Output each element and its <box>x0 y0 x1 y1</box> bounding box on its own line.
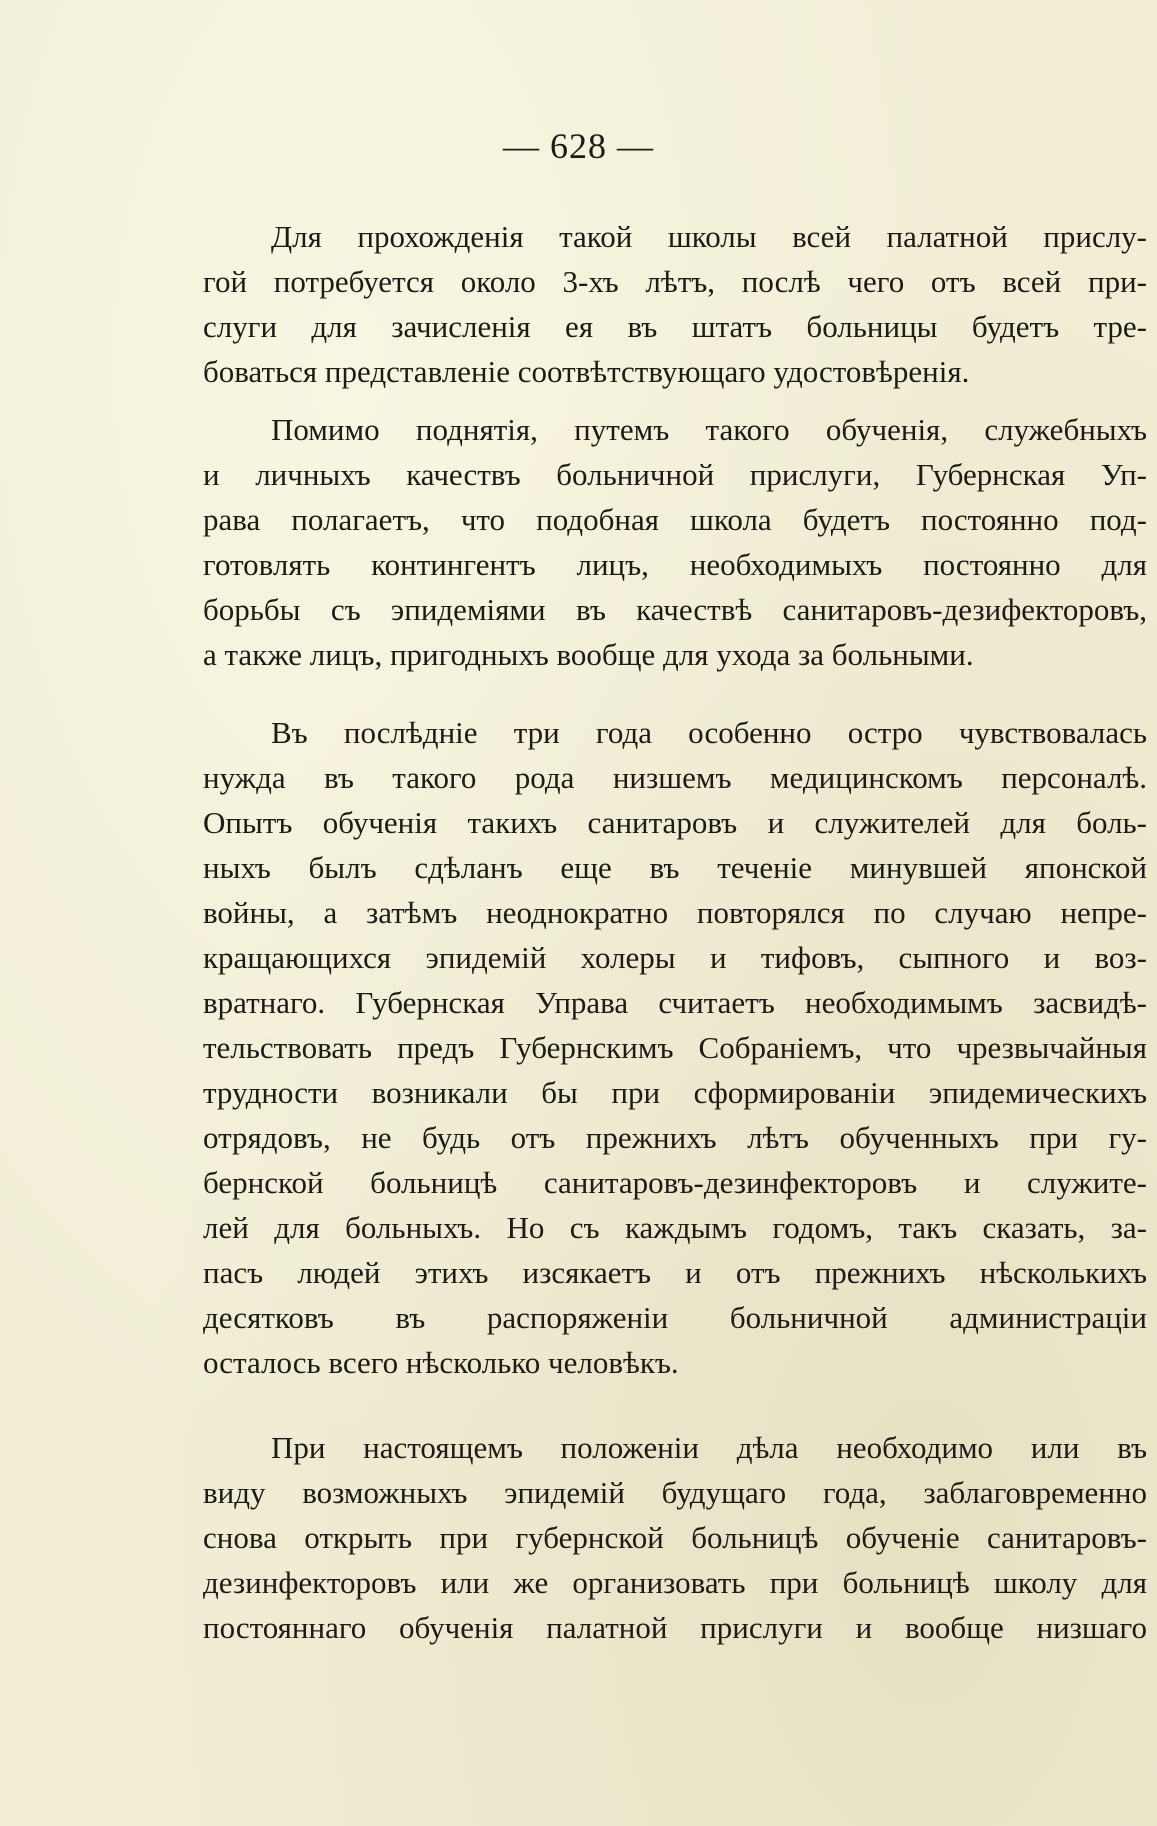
text-line: и личныхъ качествъ больничной прислуги, Губернская Уп- <box>203 457 1147 492</box>
text-line: борьбы съ эпидеміями въ качествѣ санитаровъ-дезифекторовъ, <box>203 592 1147 627</box>
text-line: пасъ людей этихъ изсякаетъ и отъ прежнихъ нѣсколькихъ <box>203 1255 1147 1290</box>
page-number: — 628 — <box>503 126 654 166</box>
text-line: Въ послѣдніе три года особенно остро чувствовалась <box>271 715 1147 750</box>
text-line: постояннаго обученія палатной прислуги и вообще низшаго <box>203 1610 1147 1645</box>
text-line: Опытъ обученія такихъ санитаровъ и служителей для боль- <box>203 805 1147 840</box>
text-line: трудности возникали бы при сформированіи эпидемическихъ <box>203 1075 1147 1110</box>
body-text <box>203 214 1147 1650</box>
text-line: кращающихся эпидемій холеры и тифовъ, сыпного и воз- <box>203 940 1147 975</box>
text-line: снова открыть при губернской больницѣ обученіе санитаровъ- <box>203 1520 1147 1555</box>
text-line: войны, а затѣмъ неоднократно повторялся по случаю непре- <box>203 895 1147 930</box>
text-line: тельствовать предъ Губернскимъ Собраніемъ, что чрезвычайныя <box>203 1030 1147 1065</box>
text-line: осталось всего нѣсколько человѣкъ. <box>203 1345 679 1380</box>
text-line: десятковъ въ распоряженіи больничной администраціи <box>203 1300 1147 1335</box>
text-line: лей для больныхъ. Но съ каждымъ годомъ, такъ сказать, за- <box>203 1210 1147 1245</box>
text-line: слуги для зачисленія ея въ штатъ больницы будетъ тре- <box>203 309 1147 344</box>
text-line: готовлять контингентъ лицъ, необходимыхъ постоянно для <box>203 547 1147 582</box>
text-line: Для прохожденія такой школы всей палатной прислу- <box>271 219 1147 254</box>
text-line: отрядовъ, не будь отъ прежнихъ лѣтъ обученныхъ при гу- <box>203 1120 1147 1155</box>
text-line: нужда въ такого рода низшемъ медицинскомъ персоналѣ. <box>203 760 1147 795</box>
text-line: ныхъ былъ сдѣланъ еще въ теченіе минувшей японской <box>203 850 1147 885</box>
text-line: боваться представленіе соотвѣтствующаго удостовѣренія. <box>203 354 970 389</box>
text-line: Помимо поднятія, путемъ такого обученія, служебныхъ <box>271 412 1147 447</box>
text-line: При настоящемъ положеніи дѣла необходимо или въ <box>271 1430 1147 1465</box>
text-line: гой потребуется около 3-хъ лѣтъ, послѣ чего отъ всей при- <box>203 264 1147 299</box>
text-line: вратнаго. Губернская Управа считаетъ необходимымъ засвидѣ- <box>203 985 1147 1020</box>
text-line: а также лицъ, пригодныхъ вообще для ухода за больными. <box>203 637 974 672</box>
text-line: виду возможныхъ эпидемій будущаго года, заблаговременно <box>203 1475 1147 1510</box>
paragraph-4 <box>203 1425 1147 1650</box>
text-line: бернской больницѣ санитаровъ-дезинфекторовъ и служите- <box>203 1165 1147 1200</box>
text-line: дезинфекторовъ или же организовать при больницѣ школу для <box>203 1565 1147 1600</box>
text-line: рава полагаетъ, что подобная школа будетъ постоянно под- <box>203 502 1147 537</box>
paragraph-3 <box>203 710 1147 1385</box>
paragraph-1 <box>203 214 1147 394</box>
paragraph-2 <box>203 407 1147 677</box>
